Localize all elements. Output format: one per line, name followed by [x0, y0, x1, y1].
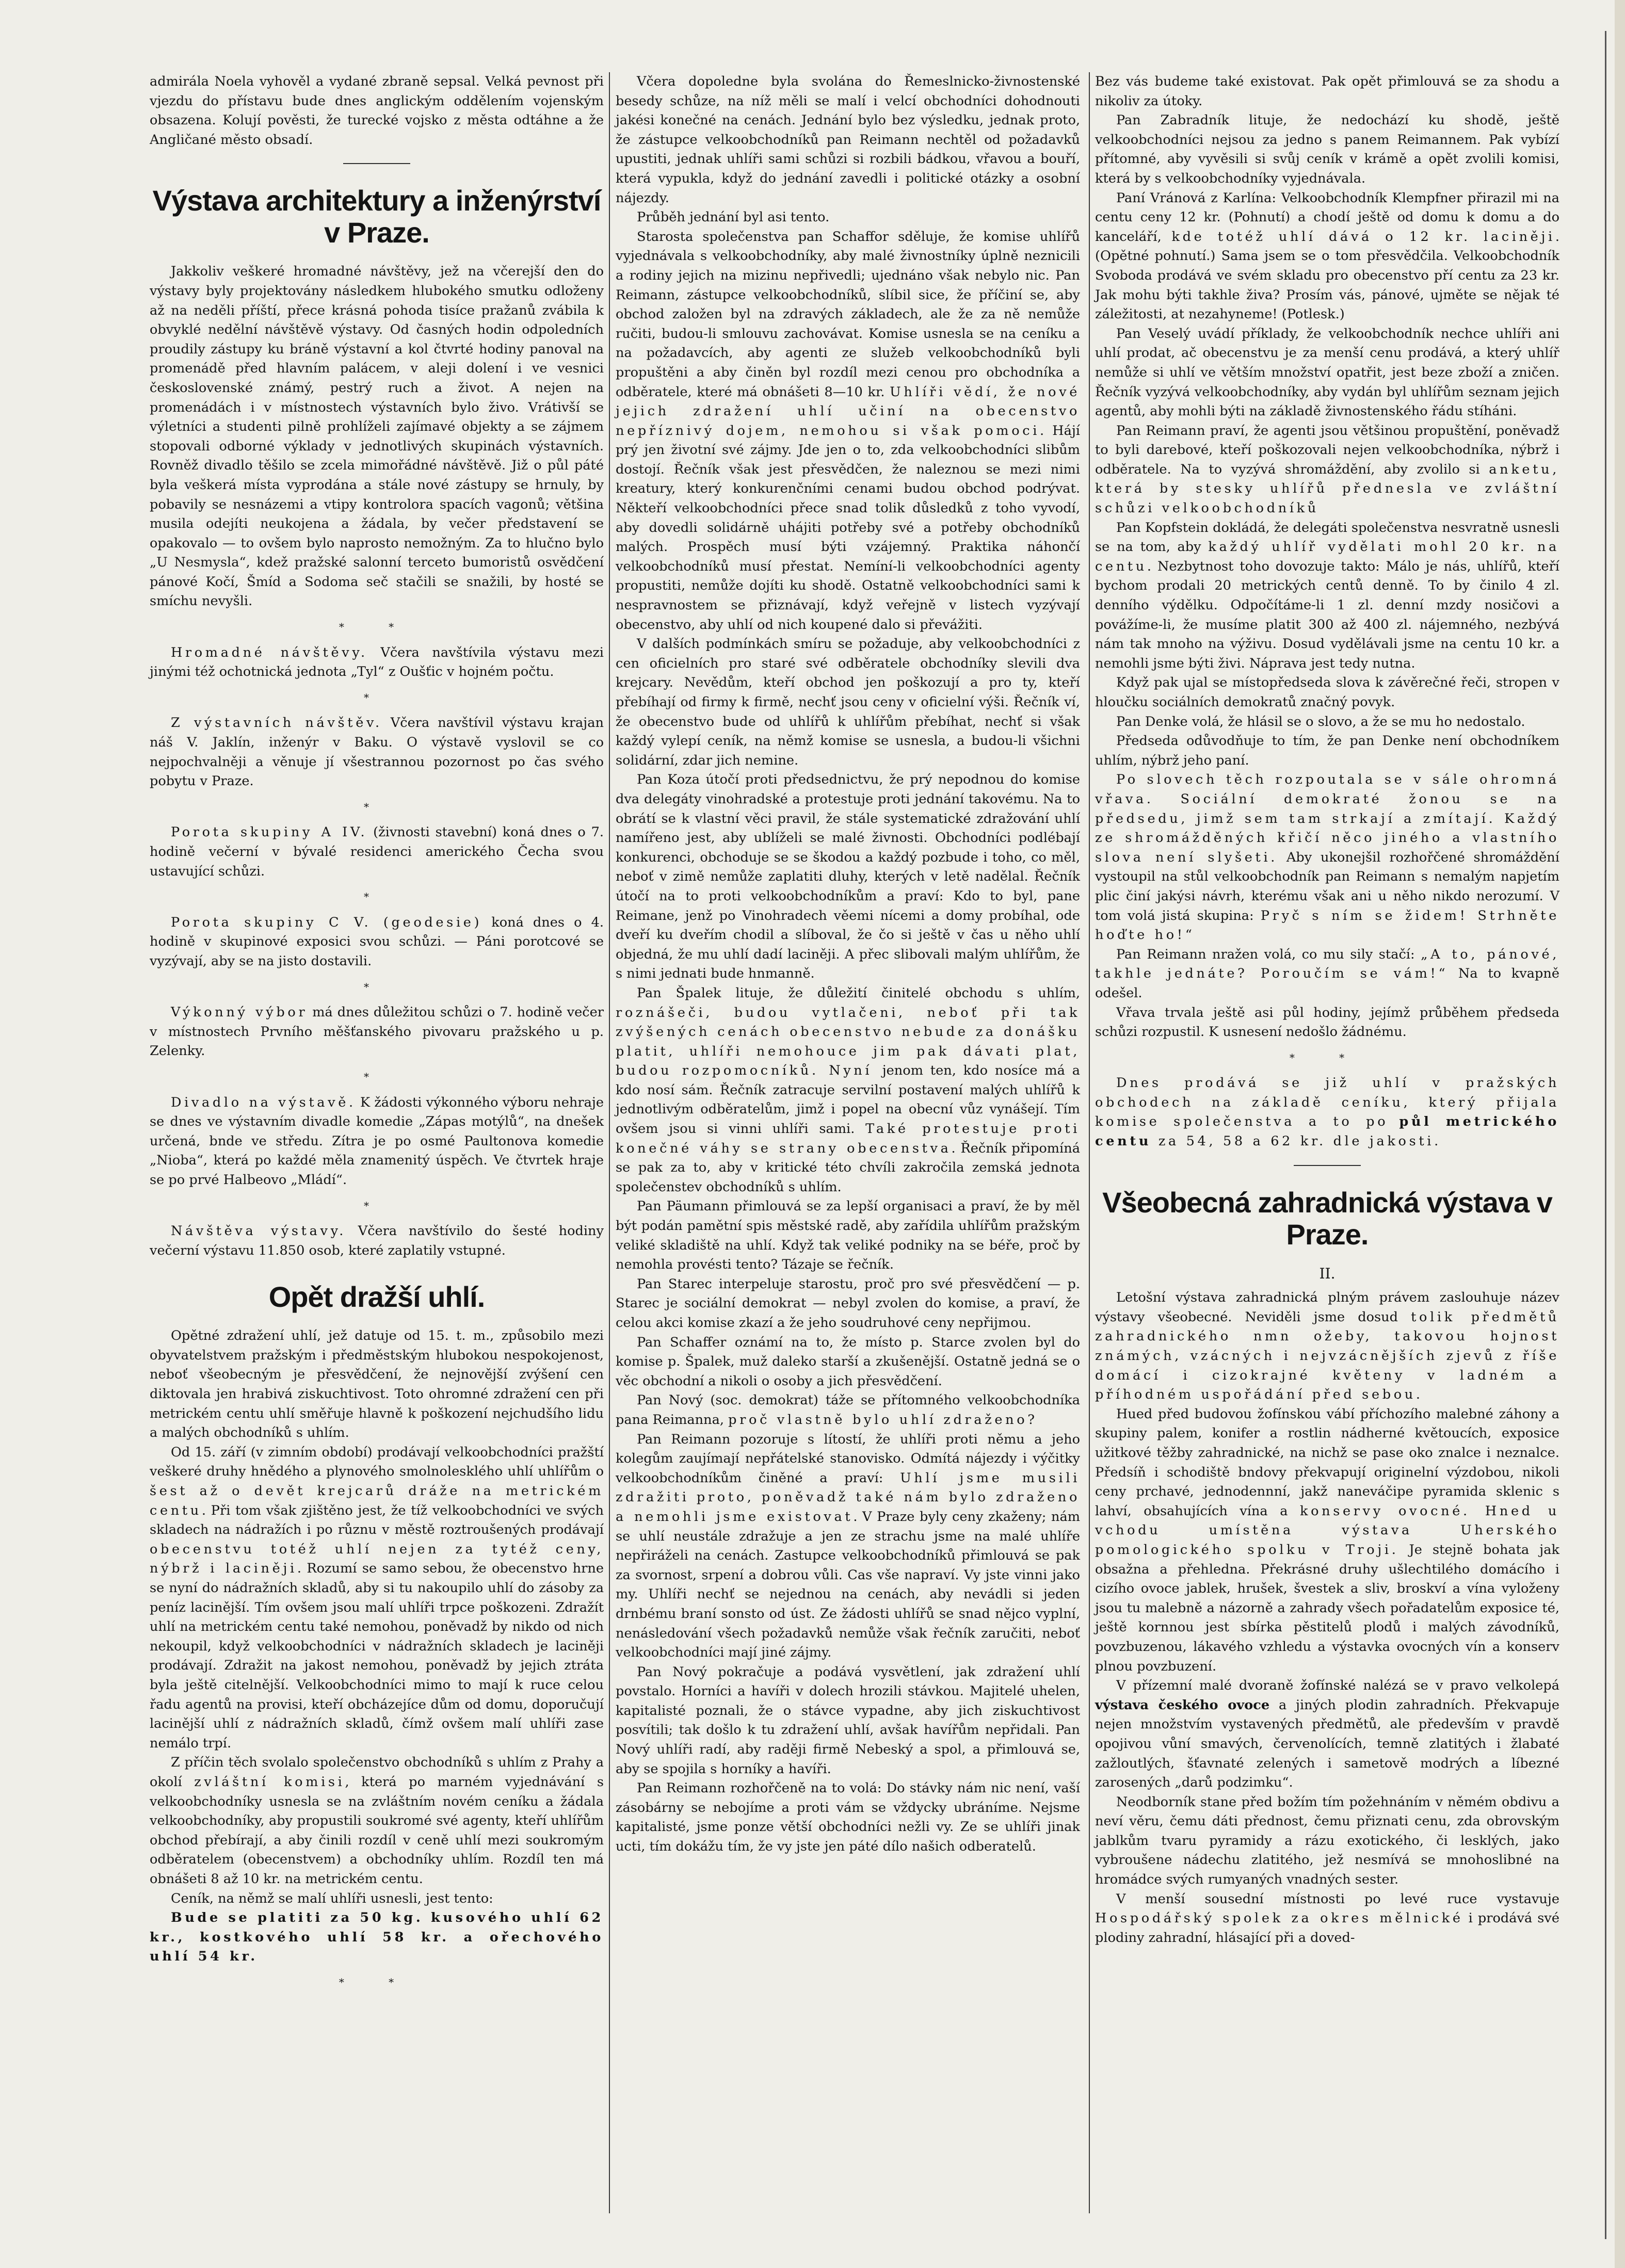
headline-zahradnicka-vystava: Všeobecná zahradnická výstava v Praze.	[1102, 1186, 1552, 1251]
part-number: II.	[1319, 1265, 1336, 1282]
schuze-paragraph-12: Pan Nový pokračuje a podává vysvětlení, jak zdražení uhlí povstalo. Horníci a havíři v dolech hrozili stávkou. Majitelé uhelen, kapitalisté poznali, že o stávce vypadne, aby jich ziskuchtivost posvítili; tak došlo k tu zdražení uhlí, avšak havířům nepřidali. Pan Nový uhlíři radí, aby raději firmě Nebeský a spol, a přimlouvá se, aby se spojila s horníky a havíři.	[616, 1664, 1080, 1777]
vystava-note-porota-c5: Porota skupiny C V. (geodesie) koná dnes o 4. hodině v skupinové exposici svou schůzi. — Páni porotcové se vyzývají, aby se na jisto dostavili.	[150, 914, 604, 969]
zahrad-paragraph-3: V přízemní malé dvoraně žofínské nalézá se v pravo velkolepá výstava českého ovoce a jiných plodin zahradních. Překvapuje nejen množstvím vystavených předmětů, ale především v pravdě opojivou vůní smavých, červenolících, temně zlatitých i žlabaté zažloutlých, šťavnaté zelených i sametově modrých a líbezné zarosených „darů podzimku“.	[1095, 1678, 1559, 1791]
vystava-note-divadlo: Divadlo na výstavě. K žádosti výkonného výboru nehraje se dnes ve výstavním divadle komedie „Zápas motýlů“, na dnešek určená, bnde ve středu. Zítra je po osmé Paultonova komedie „Nioba“, která po každé měla znamenitý úspěch. Ve čtvrtek hraje se po prvé Halbeovo „Mládí“.	[150, 1094, 604, 1188]
ceny-dnes: Dnes prodává se již uhlí v pražských obchodech na základě ceníku, který přijala komise společenstva a to po půl metrického centu za 54, 58 a 62 kr. dle jakosti.	[1095, 1075, 1559, 1149]
vystava-paragraph: Jakkoliv veškeré hromadné návštěvy, jež na včerejší den do výstavy byly projektovány následkem hlubokého smutku odloženy až na neděli příští, přece krásná pohoda tisíce pražanů zvábila k obvyklé nedělní návštěvě výstavy. Od časných hodin odpoledních proudily zástupy ku bráně výstavní a kol čtvrté hodiny panoval na promenádě před hlavním palácem, v aleji dolení i ve vesnici československé známý, pestrý ruch a život. A nejen na promenádách i v místnostech výstavních bylo živo. Vrátivší se výletníci a studenti pilně prohlíželi zajímavé objekty a se zájmem stopovali odborné výklady v jednotlivých skupinách výstavních. Rovněž divadlo těšilo se zcela mimořádné návštěvě. Již o půl páté byla veškerá místa vyprodána a stále nové zástupy se hrnuly, by pobavily se nesnázemi a vtipy kontrolora spacích vagonů; většina musila odejíti neukojena a žádala, by večer představení se opakovalo — to ovšem bylo naprosto nemožným. Za to hlučno bylo „U Nesmysla“, kdež pražské salonní terceto bumoristů osvědčení pánové Kočí, Šmíd a Sodoma seč stačili se snažili, by hosté se smíchu nevyšli.	[150, 264, 604, 609]
vystava-note-vybor: Výkonný výbor má dnes důležitou schůzi o 7. hodině večer v místnostech Prvního měšťanského pivovaru pražského u p. Zelenky.	[150, 1005, 604, 1059]
schuze-mistopredseda: Když pak ujal se místopředseda slova k závěrečné řeči, stropen v hloučku sociálních demokratů značný povyk.	[1095, 675, 1559, 710]
schuze-reimann-odchod: Pan Reimann nražen volá, co mu sily stačí: „A to, pánové, takhle jednáte? Poroučím se vám!“ Na to kvapně odešel.	[1095, 946, 1560, 1001]
page-edge-line	[1605, 31, 1606, 2239]
schuze-paragraph-7: Pan Päumann přimlouvá se za lepší organisaci a praví, že by měl být podán pamětní spis městské radě, aby zařídila uhlířům pražským veliké skladiště na uhlí. Když tak veliké podniky na se béře, proč by nemohla provésti tento? Tázaje se řečník.	[616, 1198, 1080, 1273]
separator-stars: * *	[339, 1975, 415, 1988]
schuze-paragraph-3: Starosta společenstva pan Schaffor sděluje, že komise uhlířů vyjednávala s velkoobchodníky, aby malé živnostníky úplně neznicili a rodiny jejich na mizinu nepřivedli; ujednáno však nebylo nic. Pan Reimann, zástupce velkoobchodníků, slíbil sice, že příčiní se, aby obchod založen byl na zdravých základech, ale že za ně nemůže ručiti, budou-li smlouvu zachovávat. Komise usnesla se na ceníku a na požadavcích, aby agenti ze služeb velkoobchodníků byli propuštěni a aby činěn byl rozdíl mezi cenou pro obchodníka a odběratele, které má obnášeti 8—10 kr. Uhlíři vědí, že nové jejich zdražení uhlí učiní na obecenstvo nepříznivý dojem, nemohou si však pomoci. Hájí prý jen životní své zájmy. Jde jen o to, zda velkoobchodníci slibům dostojí. Řečník však jest přesvědčen, že naleznou se mezi nimi kreatury, který konkurenčními cenami budou obchod podrývat. Někteří velkoobchodníci přece snad tolik důsledků z toho vyvodí, aby dovedli solidárně uhájiti potřeby své a potřeby obchodníků malých. Prospěch musí býti vzájemný. Praktika náhončí velkoobchodníků musí přestat. Nemíní-li velkoobchodníci agenty propustiti, nemůže dojíti ku shodě. Ostatně velkoobchodníci sami k nespravnostem se přiznávají, když veřejně v listech vyzývají obecenstvo, aby uhlí od nich koupené dalo si převážiti.	[616, 229, 1080, 633]
schuze-denke: Pan Denke volá, že hlásil se o slovo, a že se mu ho nedostalo.	[1116, 714, 1525, 730]
section-divider	[1294, 1165, 1361, 1166]
column-3	[1095, 72, 1559, 1948]
schuze-paragraph-1: Včera dopoledne byla svolána do Řemeslnicko-živnostenské besedy schůze, na níž měli se malí i velcí obchodníci dohodnouti jakési konečné na cenách. Jednání bylo bez výsledku, jednak proto, že zástupce velkoobchodníků pan Reimann nechtěl od požadavků upustiti, jednak uhlíři sami schůzi si rozbili bádkou, vřavou a bouří, která vypukla, když do jednání zavedli i politické otázky a osobní nájezdy.	[616, 74, 1080, 206]
uhli-paragraph-4: Ceník, na němž se malí uhlíři usnesli, jest tento:	[170, 1890, 493, 1906]
vystava-note-navsteva: Návštěva výstavy. Včera navštívilo do šesté hodiny večerní výstavu 11.850 osob, které zaplatily vstupné.	[150, 1223, 604, 1258]
schuze-zabradnik: Pan Zabradník lituje, že nedochází ku shodě, ještě velkoobchodníci nejsou za jedno s panem Reimannem. Pak vybízí přítomné, aby vyvěsili si svůj ceník v krámě a opět zvolili komisi, která by s velkoobchodníky vyjednávala.	[1095, 112, 1559, 186]
uhli-paragraph-3: Z příčin těch svolalo společenstvo obchodníků s uhlím z Prahy a okolí zvláštní komisi, která po marném vyjednávání s velkoobchodníky usnesla se na zvláštním novém ceníku a žádala velkoobchodníky, aby propustili soukromé své agenty, kteří uhlířům obchod přebírají, a aby činili rozdíl v ceně uhlí mezi soukromým odběratelem (obecenstvem) a obchodníky uhlím. Rozdíl ten má obnášeti 8 až 10 kr. na metrickém centu.	[150, 1755, 604, 1887]
separator-stars: *	[364, 980, 390, 993]
separator-stars: * *	[339, 621, 415, 634]
schuze-paragraph-9: Pan Schaffer oznámí na to, že místo p. Starce zvolen byl do komise p. Špalek, muž daleko starší a zkušenější. Ostatně jedná se o věc obchodní a nikoli o osoby a jich přesvědčení.	[616, 1334, 1080, 1389]
headline-vystava-architektury: Výstava architektury a inženýrství v Praze.	[152, 184, 601, 249]
schuze-paragraph-11: Pan Reimann pozoruje s lítostí, že uhlíři proti němu a jeho kolegům zaujímají nepřátelské stanovisko. Odmítá nájezdy i výčitky velkoobchodníkům činěné a praví: Uhlí jsme musili zdražiti proto, poněvadž také nám bylo zdraženo a nemohli jsme existovat. V Praze byly ceny zkaženy; nám se uhlí neustále zdražuje a jen ze strachu jsme na malé uhlíře nepřiráželi na cenách. Zastupce velkoobchodníků přimlouvá se pak za svornost, srpení a dobrou vůli. Cas vše napraví. Vy jste vinni jako my. Uhlíři nechť se nejednou na cenách, aby nevádli si jeden drnbému braní sonsto od úst. Ze žádosti uhlířů se snad nějco vyplní, nenásledování všech požadavků nemůže však řečník zaručiti, neboť velkoobchodníci mají jiné zájmy.	[616, 1431, 1080, 1661]
zahrad-paragraph-2: Hued před budovou žofínskou vábí příchozího malebné záhony a skupiny palem, konifer a rostlin nádherné květoucích, exposice užitkové těžby zahradnické, na nichž se pase oko znalce i neznalce. Předsíň i schodiště bndovy překvapují originelní výzdobou, nikoli ceny prchavé, jednodennní, jakž naneváčipe pyramida sklenic s lahví, obsahujících vína a konservy ovocné. Hned u vchodu umístěna výstava Uherského pomologického spolku v Troji. Je stejně bohata jak obsažna a přehledna. Překrásné druhy ušlechtilého domácího i cizího ovoce jablek, hrušek, švestek a sliv, broskví a vína vyloženy jsou tu malebně a názorně a zahrady všech pořadatelům exposice té, ještě kornnou jest sbírka pěstitelů plodů i malých závodníků, povzbuzenou, lákavého vzhledu a výstavka ovocných vín a konserv plnou povzbuzení.	[1095, 1406, 1559, 1674]
schuze-paragraph-4: V dalších podmínkách smíru se požaduje, aby velkoobchodníci z cen oficielních pro staré své odběratele obchodníky slevili dva krejcary. Nevědům, kteří obchod jen poškozují a pro ty, kteří přebíhají od firmy k firmě, nechť jsou ceny v oficielní výši. Řečník ví, že obecenstvo bude od uhlířů k uhlířům přebíhat, nechť si však každý vylepí ceník, na němž komise se usnesla, a budou-li všichni solidární, zdar jich nemine.	[616, 636, 1080, 768]
schuze-kopfstein: Pan Kopfstein dokládá, že delegáti společenstva nesvratně usnesli se na tom, aby každý uhlíř vydělati mohl 20 kr. na centu. Nezbytnost toho dovozuje takto: Málo je nás, uhlířů, kteří bychom prodali 20 metrických centů denně. To by činilo 4 zl. denního výdělku. Odpočítáme-li 1 zl. denní mzdy nosičovi a povážíme-li, že musíme platit 300 až 400 zl. nájemného, nezbývá nám tak mnoho na výživu. Dosud vydělávali jsme na centu 10 kr. a nemohli jsme býti živi. Náprava jest tedy nutna.	[1095, 520, 1560, 671]
zahrad-paragraph-4: Neodborník stane před božím tím požehnáním v němém obdivu a neví věru, čemu dáti přednost, čemu přiznati cenu, zda obrovským jablkům tvaru pyramidy a rázu exotického, či lesklých, jako vybroušene nádechu zlatitého, jež nesmívá se mnohoslibné na hromádce svých rumyaných vnadných sester.	[1095, 1794, 1559, 1888]
zahrad-paragraph-5: V menší sousední místnosti po levé ruce vystavuje Hospodářský spolek za okres mělnické i prodává své plodiny zahradní, hlásající při a doved-	[1095, 1891, 1559, 1946]
schuze-paragraph-6: Pan Špalek lituje, že důležití činitelé obchodu s uhlím, roznášeči, budou vytlačeni, neboť při tak zvýšených cenách obecenstvo nebude za donášku platit, uhlíři nemohouce jim pak dávati plat, budou rozpomocníků. Nyní jenom ten, kdo nosíce má a kdo nosí sám. Řečník zatracuje servilní postavení malých uhlířů k jednotlivým odběratelům, jimž i popel na obecní vůz vynášejí. Tím ovšem jsou si vinni uhlíři sami. Také protestuje proti konečné váhy se strany obecenstva. Řečník připomíná se pak za to, aby v kritické této chvíli zakročila zemská jednota společenstev obchodníků s uhlím.	[616, 985, 1080, 1195]
separator-stars: *	[364, 890, 390, 903]
separator-stars: *	[364, 1070, 390, 1083]
uhli-paragraph-2: Od 15. září (v zimním období) prodávají velkoobchodníci pražští veškeré druhy hnědého a plynového smolnolesklého uhlí uhlířům o šest až o devět krejcarů dráže na metrickém centu. Při tom však zjištěno jest, že tíž velkoobchodníci ve svých skladech na nádražích i po různu v městě roztroušených prodávají obecenstvu totéž uhlí nejen za tytéž ceny, nýbrž i laciněji. Rozumí se samo sebou, že obecenstvo hrne se nyní do nádražních skladů, aby si tu nakoupilo uhlí do zásoby za peníz lacinější. Tím ovšem jsou malí uhlíři trpce poškozeni. Zdražít uhlí na metrickém centu také nemohou, poněvadž by nikdo od nich nekoupil, když velkoobchodníci v nádražních skladech je laciněji prodávají. Zdražit na jakost nemohou, poněvadž by jejich ztráta byla ještě citelnější. Velkoobchodníci mimo to mají k ruce celou řadu agentů na provisi, kteří obcházejíce dům od domu, doporučují lacinější uhlí z nádražních skladů, čímž ovšem malí uhlíři zase nemálo trpí.	[150, 1444, 604, 1751]
headline-opet-drazsi-uhli: Opět dražší uhlí.	[268, 1281, 485, 1314]
uhli-price-list: Bude se platiti za 50 kg. kusového uhlí 62 kr., kostkového uhlí 58 kr. a ořechového uhlí 54 kr.	[150, 1910, 604, 1965]
schuze-vrava: Po slovech těch rozpoutala se v sále ohromná vřava. Sociální demokraté žonou se na předsedu, jimž sem tam strkají a zmítají. Každý ze shromážděných křičí něco jiného a vlastního slova není slyšeti. Aby ukonejšil rozhořčené shromáždění vystoupil na stůl velkoobchodník pan Reimann s nemalým napjetím plic činí jakýsi návrh, kterému však ani u něho nikdo nerozumí. V tom volá jistá skupina: Pryč s ním se židem! Strhněte hoďte ho!“	[1095, 772, 1559, 943]
separator-stars: *	[364, 691, 390, 704]
zahrad-paragraph-1: Letošní výstava zahradnická plným právem zaslouhuje název výstavy všeobecné. Neviděli jsme dosud tolik předmětů zahradnického nmn ožeby, takovou hojnost známých, vzácných i nejvzácnějších zjevů z říše domácí i cizokrajné květeny v ladném a příhodném uspořádání před sebou.	[1095, 1290, 1559, 1403]
column-1	[150, 72, 604, 1998]
column-2	[616, 72, 1080, 1857]
schuze-paragraph-10: Pan Nový (soc. demokrat) táže se přítomného velkoobchodníka pana Reimanna, proč vlastně bylo uhlí zdraženo?	[616, 1392, 1080, 1428]
column-rule-left	[609, 72, 610, 2213]
page-edge-strip	[1615, 0, 1625, 2268]
vystava-note-porota-a4: Porota skupiny A IV. (živnosti stavební) koná dnes o 7. hodině večerní v bývalé residenci amerického Čecha svou ustavující schůzi.	[150, 824, 604, 879]
vystava-note-navstev: Z výstavních návštěv. Včera navštívil výstavu krajan náš V. Jaklín, inženýr v Baku. O výstavě vyslovil se co nejpochvalněji a věnuje jí všestrannou pozornost po čas svého pobytu v Praze.	[150, 715, 604, 789]
separator-stars: *	[364, 1199, 390, 1212]
schuze-paragraph-5: Pan Koza útočí proti předsednictvu, že prý nepodnou do komise dva delegáty vinohradské a protestuje proti jednání takovému. Na to obrátí se k vlastní věci pravil, že stále systematické zdražování uhlí namířeno jest, aby ublíželi se malé živnosti. Obchodníci podlébají konkurenci, obchoduje se se škodou a každý pozbude i toho, co měl, neboť v zimě nemůže zaplatiti dluhy, kterých v letě nadělal. Řečník útočí na to proti velkoobchodníkům a praví: Kdo to byl, pane Reimane, jenž po Vinohradech věemi nícemi a domy probíhal, ode dveří ku dveřím chodil a slíboval, že čo si ještě v čas u něho uhlí objedná, že mu uhlí dadí laciněji. A přec slibovali malým uhlířům, že s nimi jednati bude hnmanně.	[616, 772, 1080, 982]
uhli-paragraph-1: Opětné zdražení uhlí, jež datuje od 15. t. m., způsobilo mezi obyvatelstvem pražským i předměstským hlubokou nespokojenost, neboť všeobecným je přesvědčení, že nejnovější zvýšení cen diktovala jen hrabivá ziskuchtivost. Toto ohromné zdražení cen při metrickém centu uhlí směřuje hlavně k poškození nejchudšího lidu a malých obchodníků s uhlím.	[150, 1328, 604, 1441]
section-divider	[343, 163, 410, 164]
schuze-vesely: Pan Veselý uvádí příklady, že velkoobchodník nechce uhlíři ani uhlí prodat, ač obecenstvu je za menší cenu prodává, a který uhlíř nemůže si uhlí ve větším množství opatřit, jest beze zboží a zničen. Řečník vyzývá velkoobchodníky, aby vydán byl uhlířům seznam jejich agentů, aby mohli býti na základě živnostenského řádu stíháni.	[1095, 326, 1559, 419]
schuze-predseda: Předseda odůvodňuje to tím, že pan Denke není obchodníkem uhlím, nýbrž jeho paní.	[1095, 733, 1559, 768]
separator-stars: * *	[1289, 1051, 1365, 1064]
schuze-paragraph-13: Pan Reimann rozhořčeně na to volá: Do stávky nám nic není, vaší zásobárny se nebojíme a proti vám se vždycky ubráníme. Nejsme kapitalisté, jsme ponze větší obchodníci nežli vy. Ze se uhlíři jinak ucti, tím dokážu tím, že vy jste jen páté dílo našich odberatelů.	[616, 1780, 1080, 1855]
schuze-reimann: Pan Reimann praví, že agenti jsou většinou propuštění, poněvadž to byli darebové, kteří poškozovali nejen velkoobchodníka, nýbrž i odběratele. Na to vyzývá shromáždění, aby zvolilo si anketu, která by stesky uhlířů přednesla ve zvláštní schůzi velkoobchodníků	[1095, 423, 1559, 516]
column-rule-right	[1089, 72, 1090, 2213]
schuze-continuation: Bez vás budeme také existovat. Pak opět přimlouvá se za shodu a nikoliv za útoky.	[1095, 74, 1559, 109]
schuze-konec: Vřava trvala ještě asi půl hodiny, jejímž průběhem předseda schůzi rozpustil. K usnesení nedošlo žádnému.	[1095, 1005, 1559, 1040]
schuze-paragraph-2: Průběh jednání byl asi tento.	[636, 209, 830, 225]
vystava-note-hromadne: Hromadné návštěvy. Včera navštívila výstavu mezi jinými též ochotnická jednota „Tyl“ z Oušťic v hojném počtu.	[150, 644, 604, 680]
schuze-vranova: Paní Vránová z Karlína: Velkoobchodník Klempfner přirazil mi na centu ceny 12 kr. (Pohnutí) a chodí ještě od domu k domu a do kanceláří, kde totéž uhlí dává o 12 kr. laciněji. (Opětné pohnutí.) Sama jsem se o tom přesvědčila. Velkoobchodník Svoboda prodává ve svém skladu pro obecenstvo pří centu za 23 kr. Jak mohu býti takhle živa? Prosím vás, pánové, ujměte se nějak té záležitosti, at nezahyneme! (Potlesk.)	[1095, 190, 1559, 322]
article-continuation: admirála Noela vyhověl a vydané zbraně sepsal. Velká pevnost při vjezdu do přístavu bude dnes anglickým oddělením vojenským obsazena. Kolují pověsti, že turecké vojsko z města odtáhne a že Angličané město obsadí.	[150, 74, 604, 148]
schuze-paragraph-8: Pan Starec interpeluje starostu, proč pro své přesvědčení — p. Starec je sociální demokrat — nebyl zvolen do komise, a praví, že celou akci komise zkazí a že jeho soudruhové ceny nepřijmou.	[616, 1276, 1080, 1331]
separator-stars: *	[364, 800, 390, 813]
